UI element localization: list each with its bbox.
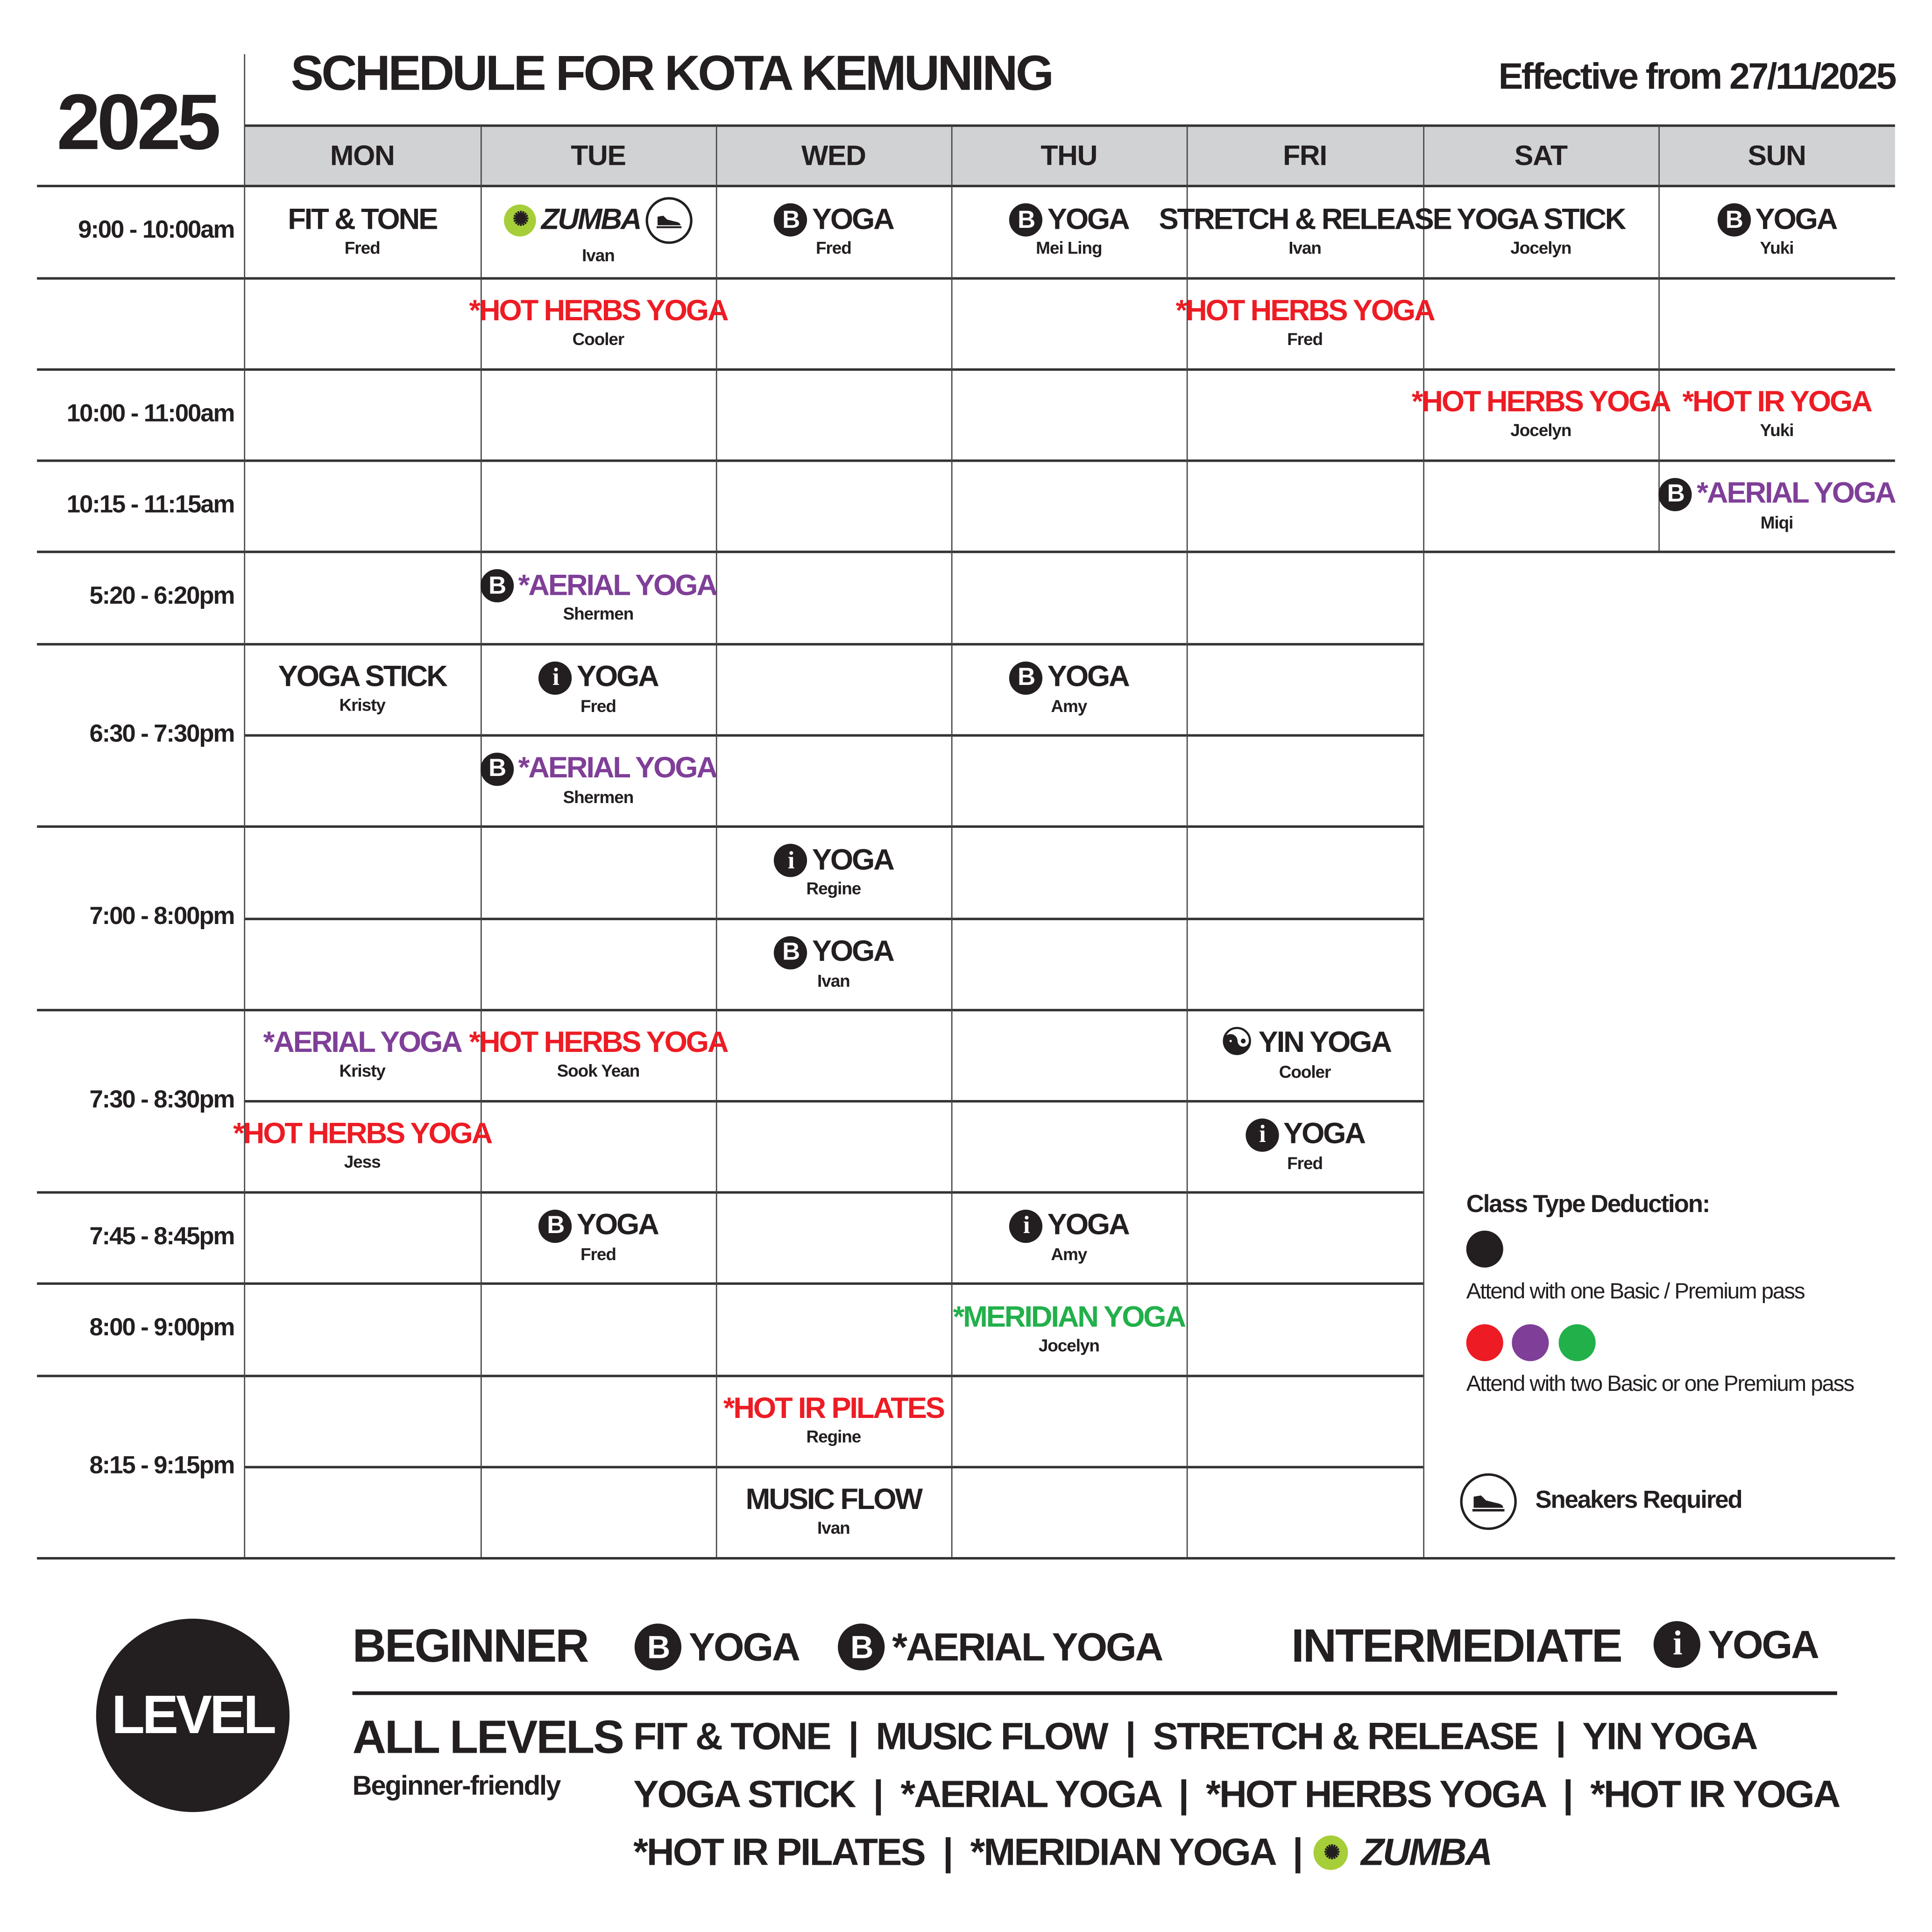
instructor-name: Fred [580,695,616,715]
header-top-line [244,124,1895,126]
legend-sneakers: Sneakers Required [1535,1487,1742,1514]
green-dot-icon [1559,1324,1596,1361]
beginner-icon: B [480,752,513,785]
class-name: ZUMBA [541,203,641,236]
class-name-row [288,204,437,236]
class-cell[interactable] [233,1100,492,1191]
class-cell[interactable] [481,550,716,643]
class-name-row [1245,1118,1365,1151]
class-name: YOGA [812,843,893,877]
year: 2025 [57,78,218,167]
class-cell[interactable] [469,1009,728,1100]
instructor-name: Jocelyn [1510,420,1571,440]
all-levels-line: YOGA STICK | *AERIAL YOGA | *HOT HERBS YOGA | *HOT IR YOGA [633,1772,1840,1816]
class-name-row [1659,477,1895,510]
beginner-icon: B [480,569,513,602]
legend-two-pass: Attend with two Basic or one Premium pass [1466,1371,1854,1396]
class-name-row [278,662,446,694]
sneaker-icon [1460,1474,1517,1530]
class-name: *HOT IR YOGA [1682,385,1871,419]
day-header-mon: MON [244,126,481,185]
class-name-row [1176,296,1434,328]
class-cell[interactable] [1175,277,1434,368]
class-name-row [774,936,893,969]
class-cell[interactable] [481,734,716,825]
time-label: 9:00 - 10:00am [78,217,234,244]
effective-date: Effective from 27/11/2025 [1498,56,1895,98]
beginner-class-yoga [635,1623,799,1670]
class-name: YOGA [576,660,658,694]
instructor-name: Fred [344,237,380,257]
class-name-row [504,197,693,243]
instructor-name: Jocelyn [1038,1334,1099,1354]
sneaker-icon [645,197,692,243]
instructor-name: Sook Yean [557,1060,640,1080]
row-divider [37,1557,1895,1559]
class-name: *HOT HERBS YOGA [469,1026,728,1060]
beginner-class-aerial [838,1623,1162,1670]
class-name: FIT & TONE [288,203,437,236]
instructor-name: Fred [815,238,851,258]
class-cell[interactable] [1658,368,1895,459]
instructor-name: Cooler [572,329,624,349]
zumba-icon: ✺ [1314,1835,1349,1870]
class-cell[interactable] [951,1283,1187,1375]
instructor-name: Yuki [1760,238,1794,258]
level-badge [96,1619,290,1812]
column-divider [244,54,245,1557]
instructor-name: Regine [806,878,861,898]
class-name: YOGA STICK [278,660,446,694]
time-label [37,277,234,368]
instructor-name: Regine [806,1426,861,1446]
instructor-name: Ivan [582,244,615,264]
beginner-icon: B [1009,661,1042,694]
class-cell[interactable] [1658,459,1895,550]
intermediate-heading: INTERMEDIATE [1291,1621,1621,1673]
intermediate-icon: i [1009,1209,1042,1242]
zumba-icon: ✺ [504,204,537,236]
instructor-name: Amy [1051,695,1087,715]
class-name: *MERIDIAN YOGA [953,1300,1185,1334]
class-name: YOGA [812,203,893,236]
class-name-row [538,1209,658,1242]
class-name-row [469,296,727,328]
row-divider [37,277,1895,279]
purple-dot-icon [1512,1324,1549,1361]
class-name: *AERIAL YOGA [1697,477,1895,510]
instructor-name: Mei Ling [1036,238,1102,258]
beginner-icon: B [1659,477,1692,510]
time-label: 7:00 - 8:00pm [89,903,234,930]
class-name-row [1159,204,1451,236]
row-divider [244,734,1423,736]
day-header-tue: TUE [481,126,716,185]
instructor-name: Shermen [563,603,634,624]
class-cell[interactable] [481,643,716,734]
beginner-icon: B [774,936,807,969]
class-name-row [1219,1022,1391,1063]
level-badge-label: LEVEL [112,1685,274,1745]
class-name: *HOT HERBS YOGA [1411,385,1670,419]
all-levels-heading: ALL LEVELS [352,1712,623,1764]
day-header-wed: WED [716,126,951,185]
class-name-row [1717,203,1837,236]
row-divider [37,550,1895,552]
class-cell[interactable] [1423,185,1658,277]
time-label: 7:30 - 8:30pm [89,1086,234,1113]
class-name-row [1457,204,1625,236]
all-levels-line: FIT & TONE | MUSIC FLOW | STRETCH & RELEASE | YIN YOGA [633,1714,1757,1758]
class-name-row [746,1484,921,1516]
legend-title: Class Type Deduction: [1466,1191,1710,1219]
legend-one-pass: Attend with one Basic / Premium pass [1466,1278,1805,1304]
class-name-row [953,1301,1185,1333]
class-name-row [774,203,893,236]
class-cell[interactable] [951,185,1187,277]
all-levels-line [633,1831,1491,1875]
time-label: 6:30 - 7:30pm [89,720,234,747]
class-cell[interactable] [716,1466,951,1557]
class-name-row [480,752,716,785]
class-name-row [1682,387,1871,419]
class-name: YIN YOGA [1258,1026,1391,1060]
beginner-heading: BEGINNER [352,1621,588,1673]
instructor-name: Fred [1287,329,1323,349]
beginner-icon: B [1009,203,1042,236]
class-name: *AERIAL YOGA [518,568,716,602]
instructor-name: Fred [1287,1152,1323,1172]
class-name: YOGA [1755,203,1837,236]
class-name-row [1009,203,1129,236]
class-name: YOGA [1047,1208,1129,1242]
intermediate-icon: i [1654,1621,1700,1668]
class-name-row [538,661,658,694]
beginner-icon: B [538,1209,572,1242]
class-cell[interactable] [716,918,951,1009]
class-name: MUSIC FLOW [745,1483,922,1516]
day-header-sat: SAT [1423,126,1658,185]
beginner-class-label: *AERIAL YOGA [892,1624,1162,1669]
time-label: 8:15 - 9:15pm [89,1452,234,1479]
yin-yang-icon: ☯ [1219,1026,1253,1061]
instructor-name: Jess [344,1151,381,1172]
class-name-row [263,1027,461,1059]
class-name: *AERIAL YOGA [263,1026,461,1060]
class-cell[interactable] [244,643,481,734]
instructor-name: Amy [1051,1243,1087,1263]
zumba-label: ZUMBA [1361,1830,1492,1874]
class-name-row [723,1393,944,1425]
class-cell[interactable] [481,1191,716,1282]
class-name: YOGA [576,1208,658,1242]
intermediate-class-yoga [1654,1621,1818,1668]
intermediate-icon: i [1245,1118,1278,1151]
instructor-name: Fred [580,1243,616,1263]
black-dot-icon [1466,1231,1503,1268]
class-name: YOGA [812,935,893,968]
class-name: *HOT HERBS YOGA [1175,294,1434,328]
beginner-icon: B [1717,203,1750,236]
level-divider [353,1692,1837,1695]
class-name: STRETCH & RELEASE [1159,203,1451,236]
class-cell[interactable] [244,185,481,277]
instructor-name: Cooler [1279,1062,1331,1082]
instructor-name: Shermen [563,786,634,806]
class-name: *HOT HERBS YOGA [469,294,728,328]
class-cell[interactable] [716,185,951,277]
instructor-name: Ivan [817,1517,850,1537]
class-cell[interactable] [1658,185,1895,277]
column-divider [1423,126,1424,1557]
beginner-icon: B [774,203,807,236]
day-header-thu: THU [951,126,1187,185]
class-cell[interactable] [244,1009,481,1100]
red-dot-icon [1466,1324,1503,1361]
instructor-name: Ivan [817,970,850,990]
class-name: YOGA [1047,203,1129,236]
beginner-icon: B [635,1623,681,1670]
all-levels-subtitle: Beginner-friendly [352,1770,560,1801]
time-label: 10:15 - 11:15am [66,491,234,518]
beginner-icon: B [838,1623,885,1670]
class-cell[interactable] [716,1375,951,1466]
class-name: YOGA [1283,1117,1365,1151]
instructor-name: Ivan [1288,237,1321,257]
time-label: 10:00 - 11:00am [66,400,234,427]
class-name: *HOT IR PILATES [723,1392,944,1425]
time-label: 7:45 - 8:45pm [89,1222,234,1250]
class-cell[interactable] [1187,1009,1423,1100]
class-name-row [1009,661,1129,694]
instructor-name: Miqi [1760,512,1793,532]
class-cell[interactable] [469,277,728,368]
class-name-row [480,569,716,602]
class-cell[interactable] [716,825,951,918]
class-name: YOGA STICK [1457,203,1625,236]
page-title: SCHEDULE FOR KOTA KEMUNING [290,47,1052,101]
class-name-row [1009,1209,1129,1242]
day-header-sun: SUN [1658,126,1895,185]
class-cell[interactable] [481,185,716,277]
class-name-row [469,1027,727,1059]
time-label: 8:00 - 9:00pm [89,1314,234,1342]
day-header-fri: FRI [1187,126,1423,185]
class-name-row [1412,387,1670,419]
intermediate-icon: i [774,844,807,877]
all-levels-line-text: *HOT IR PILATES | *MERIDIAN YOGA | [633,1830,1302,1874]
class-cell[interactable] [1411,368,1670,459]
class-cell[interactable] [951,1191,1187,1282]
class-cell[interactable] [1187,1100,1423,1191]
instructor-name: Kristy [339,695,385,715]
intermediate-icon: i [538,661,572,694]
class-name: YOGA [1047,660,1129,694]
class-cell[interactable] [951,643,1187,734]
instructor-name: Yuki [1760,420,1794,440]
row-divider [37,459,1895,461]
instructor-name: Kristy [339,1060,385,1080]
class-name: *HOT HERBS YOGA [233,1117,492,1151]
class-name-row [774,844,893,877]
class-name-row [233,1119,491,1151]
time-label: 5:20 - 6:20pm [89,582,234,610]
instructor-name: Jocelyn [1510,237,1571,257]
class-cell[interactable] [1159,185,1451,277]
beginner-class-label: YOGA [688,1624,799,1669]
intermediate-class-label: YOGA [1707,1622,1818,1666]
class-name: *AERIAL YOGA [518,751,716,785]
